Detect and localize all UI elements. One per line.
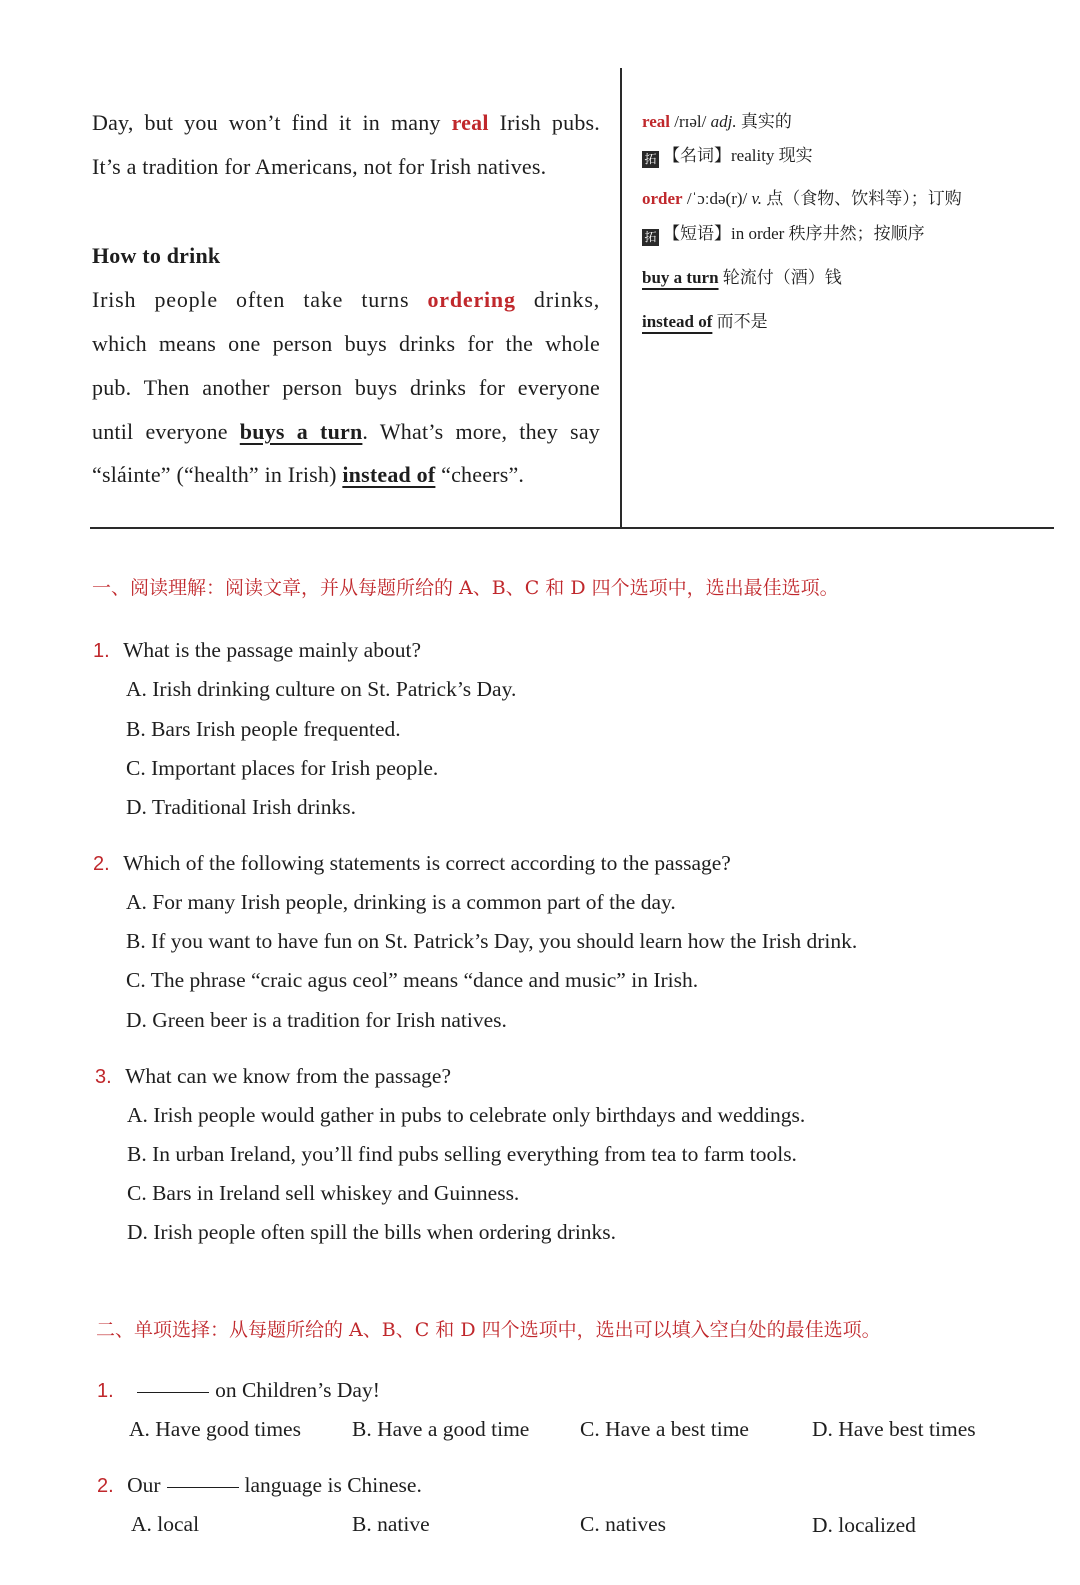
passage-line: until everyone buys a turn. What’s more, they say — [92, 419, 600, 444]
question-text: Which of the following statements is correct according to the passage? — [123, 851, 731, 875]
question-number: 2. — [97, 1475, 114, 1497]
option-a: A. Irish drinking culture on St. Patrick’s Day. — [126, 677, 517, 701]
option-c: C. Bars in Ireland sell whiskey and Guinness. — [127, 1181, 520, 1205]
note-order: order /ˈɔːdə(r)/ v. 点（食物、饮料等）；订购 — [642, 189, 962, 208]
option-a: A. local — [131, 1512, 200, 1536]
option-b: B. native — [352, 1512, 430, 1536]
answer-blank — [167, 1487, 239, 1488]
question-number: 2. — [93, 853, 110, 875]
section-1-title: 一、阅读理解：阅读文章，并从每题所给的 A、B、C 和 D 四个选项中，选出最佳选项。 — [92, 577, 839, 599]
section-divider — [90, 527, 1054, 529]
question-number: 1. — [93, 640, 110, 662]
passage-line: which means one person buys drinks for the whole — [92, 331, 600, 356]
option-d: D. localized — [812, 1513, 916, 1537]
highlight-word-real: real — [451, 110, 489, 135]
note-real-extension: 拓 【名词】reality 现实 — [642, 141, 813, 168]
phrase-instead-of: instead of — [342, 462, 436, 487]
passage-line: Day, but you won’t find it in many real Irish pubs. — [92, 110, 600, 135]
note-buy-a-turn: buy a turn 轮流付（酒）钱 — [642, 268, 842, 287]
note-order-extension: 拓 【短语】in order 秩序井然；按顺序 — [642, 219, 925, 246]
option-a: A. Irish people would gather in pubs to celebrate only birthdays and weddings. — [127, 1103, 806, 1127]
option-d: D. Green beer is a tradition for Irish natives. — [126, 1008, 507, 1032]
passage-line: “sláinte” (“health” in Irish) instead of “cheers”. — [92, 462, 525, 487]
question-text: language is Chinese. — [244, 1473, 422, 1497]
option-d: D. Have best times — [812, 1417, 976, 1441]
option-c: C. Have a best time — [580, 1417, 749, 1441]
passage-line: pub. Then another person buys drinks for everyone — [92, 375, 600, 400]
question-number: 1. — [97, 1380, 114, 1402]
option-b: B. Have a good time — [352, 1417, 530, 1441]
question-number: 3. — [95, 1066, 112, 1088]
option-c: C. Important places for Irish people. — [126, 756, 439, 780]
question-text: on Children’s Day! — [215, 1378, 380, 1402]
phrase-buys-a-turn: buys a turn — [239, 419, 363, 444]
option-c: C. natives — [580, 1512, 666, 1536]
passage-heading: How to drink — [92, 243, 221, 268]
highlight-word-ordering: ordering — [427, 287, 516, 312]
passage-line: It’s a tradition for Americans, not for Irish natives. — [92, 154, 547, 179]
passage-line: Irish people often take turns ordering drinks, — [92, 287, 600, 312]
question-text: What is the passage mainly about? — [123, 638, 421, 662]
option-d: D. Irish people often spill the bills when ordering drinks. — [127, 1220, 617, 1244]
section-2-title: 二、单项选择：从每题所给的 A、B、C 和 D 四个选项中，选出可以填入空白处的最佳选项。 — [96, 1319, 881, 1341]
option-b: B. Bars Irish people frequented. — [126, 717, 401, 741]
column-divider — [620, 68, 622, 528]
question-text: What can we know from the passage? — [125, 1064, 452, 1088]
option-b: B. If you want to have fun on St. Patrick’s Day, you should learn how the Irish drink. — [126, 929, 858, 953]
option-c: C. The phrase “craic agus ceol” means “dance and music” in Irish. — [126, 968, 699, 992]
extension-icon: 拓 — [642, 229, 659, 246]
answer-blank — [137, 1392, 209, 1393]
question-text-before: Our — [127, 1473, 161, 1497]
extension-icon: 拓 — [642, 151, 659, 168]
note-instead-of: instead of 而不是 — [642, 312, 768, 331]
option-d: D. Traditional Irish drinks. — [126, 795, 356, 819]
option-b: B. In urban Ireland, you’ll find pubs selling everything from tea to farm tools. — [127, 1142, 797, 1166]
option-a: A. Have good times — [129, 1417, 301, 1441]
option-a: A. For many Irish people, drinking is a common part of the day. — [126, 890, 676, 914]
note-real: real /rɪəl/ adj. 真实的 — [642, 112, 792, 131]
